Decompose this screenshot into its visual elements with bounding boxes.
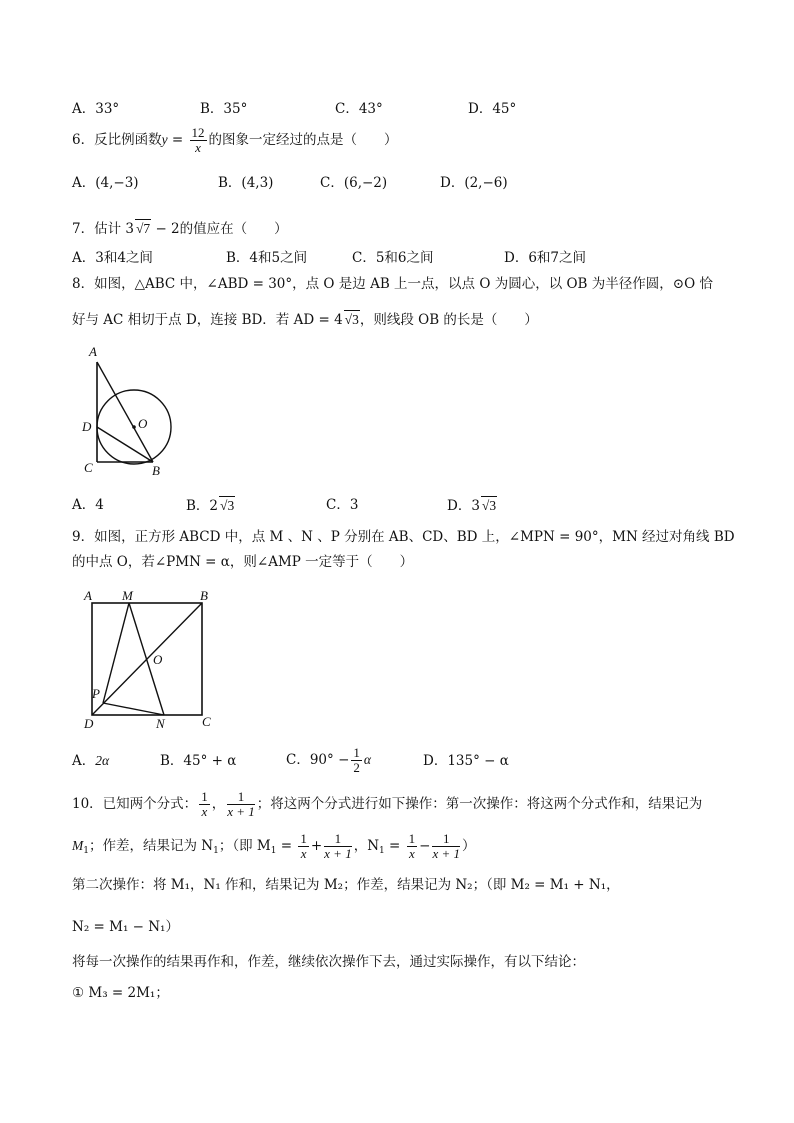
q8-option-a: A．4 bbox=[72, 497, 104, 513]
q9-label-c: C bbox=[202, 714, 211, 729]
q7-stem: 7．估计 3 √7 − 2的值应在（ ） bbox=[72, 221, 288, 237]
q6-fraction: $\frac{12}{x}$ bbox=[191, 125, 205, 155]
q9-figure bbox=[78, 586, 223, 732]
q9-label-d: D bbox=[84, 716, 94, 731]
q9-label-a: A bbox=[84, 588, 92, 603]
q10-stem-line6: ① M₃ = 2M₁； bbox=[72, 985, 169, 1001]
q8-stem-line2: 好与 AC 相切于点 D，连接 BD．若 AD = 4 √3，则线段 OB 的长是（ ） bbox=[72, 312, 538, 328]
q6-option-a: A．(4,−3) bbox=[72, 175, 139, 191]
q8-option-b: B．2 √3 bbox=[186, 498, 235, 514]
q9-label-n: N bbox=[156, 716, 165, 731]
q5-option-a: A．33° bbox=[72, 101, 120, 117]
q6-stem: 6．反比例函数y = $\frac{12}{x}$ 的图象一定经过的点是（ ） bbox=[72, 125, 398, 155]
q10-stem-line2: $M_1$；作差，结果记为 $N_1$；（即 $M_1$ = $\frac{1}{x}$ + $\frac{1}{x + 1}$ ，$N_1$ = $\frac{1}{x}$ − $\frac{1}{x + 1}$ ） bbox=[72, 831, 476, 861]
q9-option-d: D．135° − α bbox=[423, 753, 509, 769]
q10-stem-line4: N₂ = M₁ − N₁） bbox=[72, 919, 179, 935]
q8-label-a: A bbox=[89, 344, 97, 359]
q7-option-b: B．4和5之间 bbox=[226, 250, 308, 266]
q8-option-c: C．3 bbox=[326, 497, 359, 513]
q7-option-c: C．5和6之间 bbox=[352, 250, 434, 266]
q7-option-d: D．6和7之间 bbox=[504, 250, 587, 266]
q8-label-o: O bbox=[138, 416, 148, 431]
q9-segment-mp bbox=[103, 603, 129, 703]
q6-option-c: C．(6,−2) bbox=[320, 175, 388, 191]
q9-label-b: B bbox=[200, 588, 208, 603]
q8-point-o bbox=[132, 425, 136, 429]
q9-stem-line2: 的中点 O，若∠PMN = α，则∠AMP 一定等于（ ） bbox=[72, 554, 414, 570]
q6-option-d: D．(2,−6) bbox=[440, 175, 508, 191]
q8-label-b: B bbox=[152, 463, 160, 478]
q8-segment-bd bbox=[97, 427, 153, 462]
q9-option-c: C．90° − $\frac{1}{2}$ α bbox=[286, 745, 371, 775]
q8-label-c: C bbox=[84, 460, 93, 475]
q5-option-d: D．45° bbox=[468, 101, 517, 117]
q7-option-a: A．3和4之间 bbox=[72, 250, 153, 266]
q9-label-o: O bbox=[153, 652, 163, 667]
q8-label-d: D bbox=[82, 419, 92, 434]
q5-option-b: B．35° bbox=[200, 101, 248, 117]
q6-option-b: B．(4,3) bbox=[218, 175, 274, 191]
q9-label-p: P bbox=[92, 686, 100, 701]
q9-option-b: B．45° + α bbox=[160, 753, 237, 769]
q9-label-m: M bbox=[122, 588, 133, 603]
q5-option-c: C．43° bbox=[335, 101, 383, 117]
q10-stem-line3: 第二次操作：将 M₁，N₁ 作和，结果记为 M₂；作差，结果记为 N₂；（即 M₂ = M₁ + N₁， bbox=[72, 877, 620, 893]
q9-option-a: A．2α bbox=[72, 753, 110, 769]
q10-stem-line5: 将每一次操作的结果再作和，作差，继续依次操作下去，通过实际操作，有以下结论： bbox=[72, 954, 585, 970]
q9-stem-line1: 9．如图，正方形 ABCD 中，点 M 、N 、P 分别在 AB、CD、BD 上，∠MPN = 90°，MN 经过对角线 BD bbox=[72, 529, 735, 545]
q8-stem-line1: 8．如图，△ABC 中，∠ABD = 30°，点 O 是边 AB 上一点，以点 O 为圆心，以 OB 为半径作圆，⊙O 恰 bbox=[72, 276, 713, 292]
q8-segment-ab bbox=[97, 362, 153, 462]
q10-stem-line1: 10．已知两个分式： $\frac{1}{x}$ ， $\frac{1}{x + 1}$ ；将这两个分式进行如下操作：第一次操作：将这两个分式作和，结果记为 bbox=[72, 789, 703, 819]
q9-segment-pn bbox=[103, 703, 164, 715]
q8-figure bbox=[80, 340, 190, 480]
q8-option-d: D．3 √3 bbox=[447, 498, 497, 514]
